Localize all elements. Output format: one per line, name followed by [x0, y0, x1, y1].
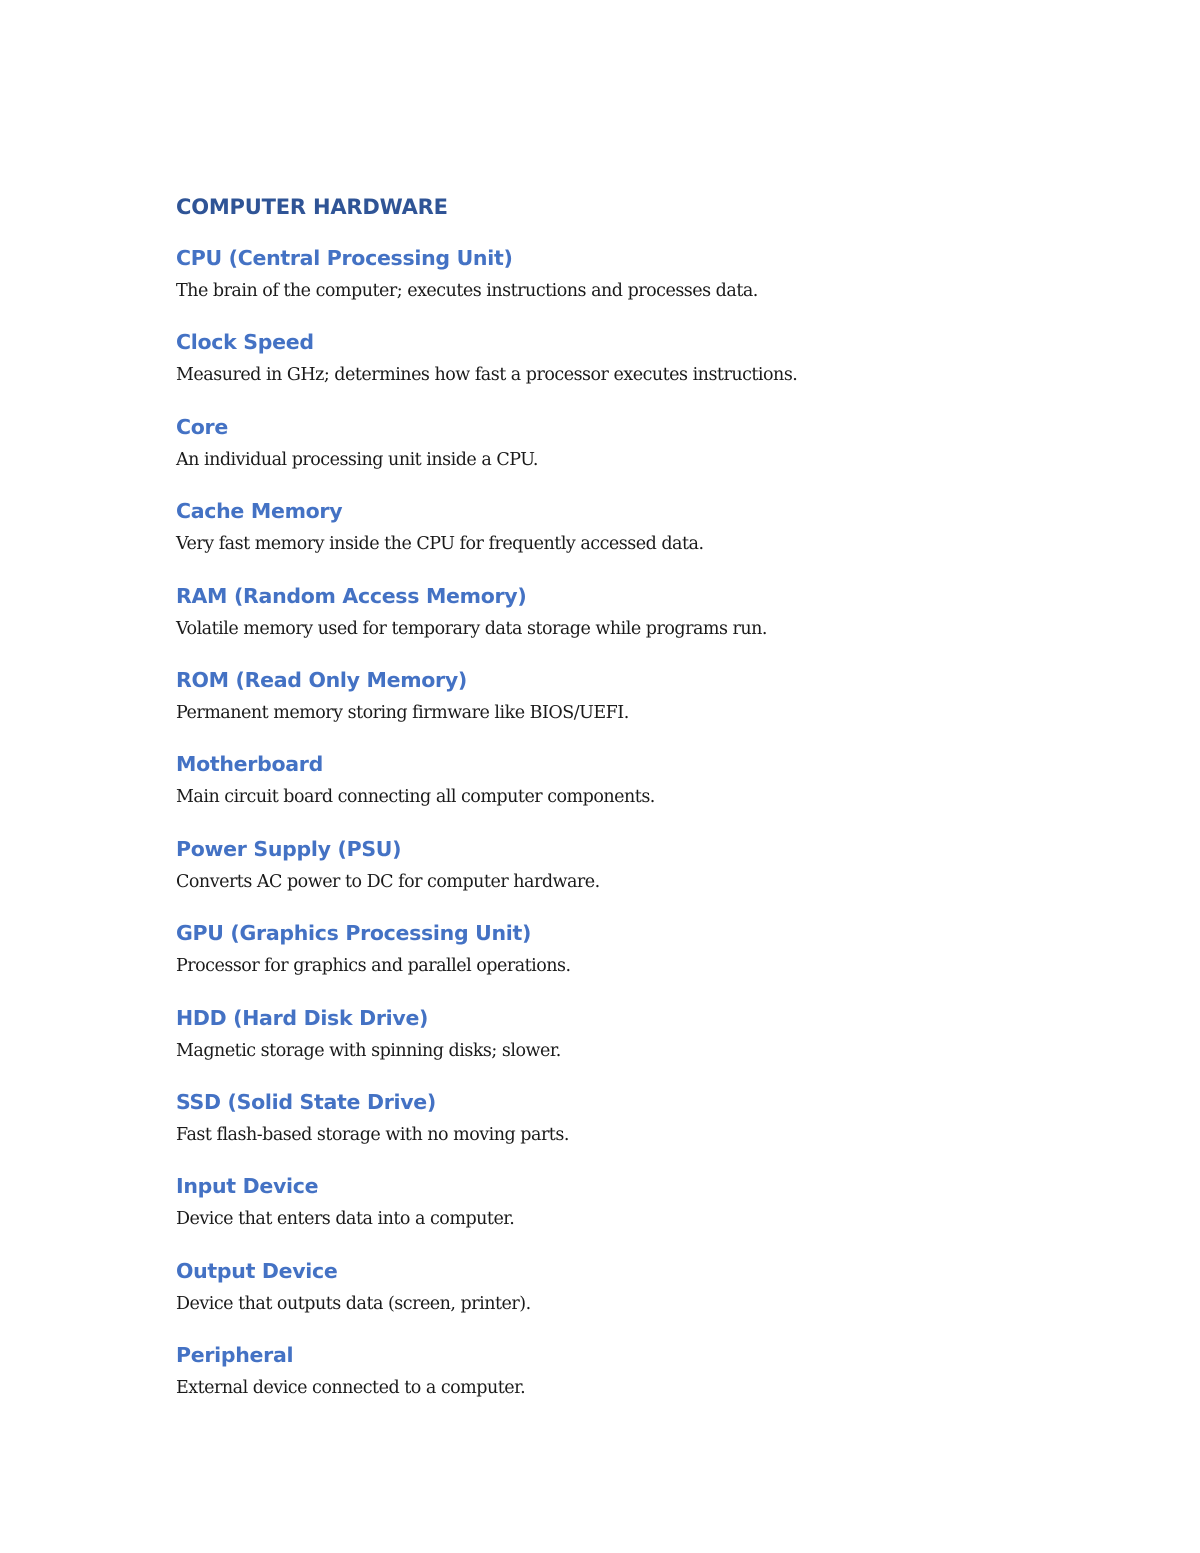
entry-definition: Device that enters data into a computer. — [176, 1209, 515, 1230]
glossary-entry — [176, 915, 1076, 999]
entry-definition: Volatile memory used for temporary data storage while programs run. — [176, 618, 767, 639]
entry-term: RAM (Random Access Memory) — [176, 583, 527, 608]
entry-definition: Processor for graphics and parallel operations. — [176, 956, 571, 977]
entry-definition: Device that outputs data (screen, printer). — [176, 1293, 531, 1314]
glossary-entry — [176, 240, 1076, 324]
glossary-entry — [176, 324, 1076, 408]
entry-term: Motherboard — [176, 752, 323, 777]
glossary-entry — [176, 409, 1076, 493]
entry-definition: Converts AC power to DC for computer hardware. — [176, 871, 600, 892]
entry-definition: Fast flash-based storage with no moving parts. — [176, 1124, 569, 1145]
glossary-entry — [176, 578, 1076, 662]
entry-term: GPU (Graphics Processing Unit) — [176, 921, 532, 946]
glossary-entry — [176, 1168, 1076, 1252]
document-title: COMPUTER HARDWARE — [176, 195, 448, 219]
entry-definition: Magnetic storage with spinning disks; slower. — [176, 1040, 561, 1061]
glossary-entry — [176, 493, 1076, 577]
glossary-entry — [176, 1253, 1076, 1337]
entry-term: Power Supply (PSU) — [176, 836, 402, 861]
glossary-entry — [176, 1084, 1076, 1168]
entry-term: CPU (Central Processing Unit) — [176, 246, 513, 270]
entry-term: HDD (Hard Disk Drive) — [176, 1005, 429, 1030]
glossary-entry — [176, 662, 1076, 746]
entry-definition: Very fast memory inside the CPU for frequently accessed data. — [176, 534, 704, 555]
entry-term: SSD (Solid State Drive) — [176, 1089, 436, 1114]
entry-definition: The brain of the computer; executes instructions and processes data. — [176, 281, 758, 301]
glossary-entry — [176, 831, 1076, 915]
entry-definition: Permanent memory storing firmware like BIOS/UEFI. — [176, 702, 629, 723]
entry-definition: Main circuit board connecting all computer components. — [176, 787, 655, 808]
document-page — [176, 188, 1076, 1421]
entry-term: Peripheral — [176, 1343, 294, 1368]
glossary-list — [176, 240, 1076, 1421]
entry-definition: An individual processing unit inside a CPU. — [176, 449, 538, 470]
entry-definition: External device connected to a computer. — [176, 1378, 526, 1399]
entry-definition: Measured in GHz; determines how fast a processor executes instructions. — [176, 365, 798, 386]
glossary-entry — [176, 746, 1076, 830]
entry-term: Core — [176, 414, 228, 439]
glossary-entry — [176, 1337, 1076, 1421]
entry-term: Cache Memory — [176, 499, 343, 524]
glossary-entry — [176, 1000, 1076, 1084]
entry-term: Output Device — [176, 1258, 338, 1283]
entry-term: ROM (Read Only Memory) — [176, 667, 467, 692]
entry-term: Input Device — [176, 1174, 319, 1199]
entry-term: Clock Speed — [176, 330, 314, 355]
